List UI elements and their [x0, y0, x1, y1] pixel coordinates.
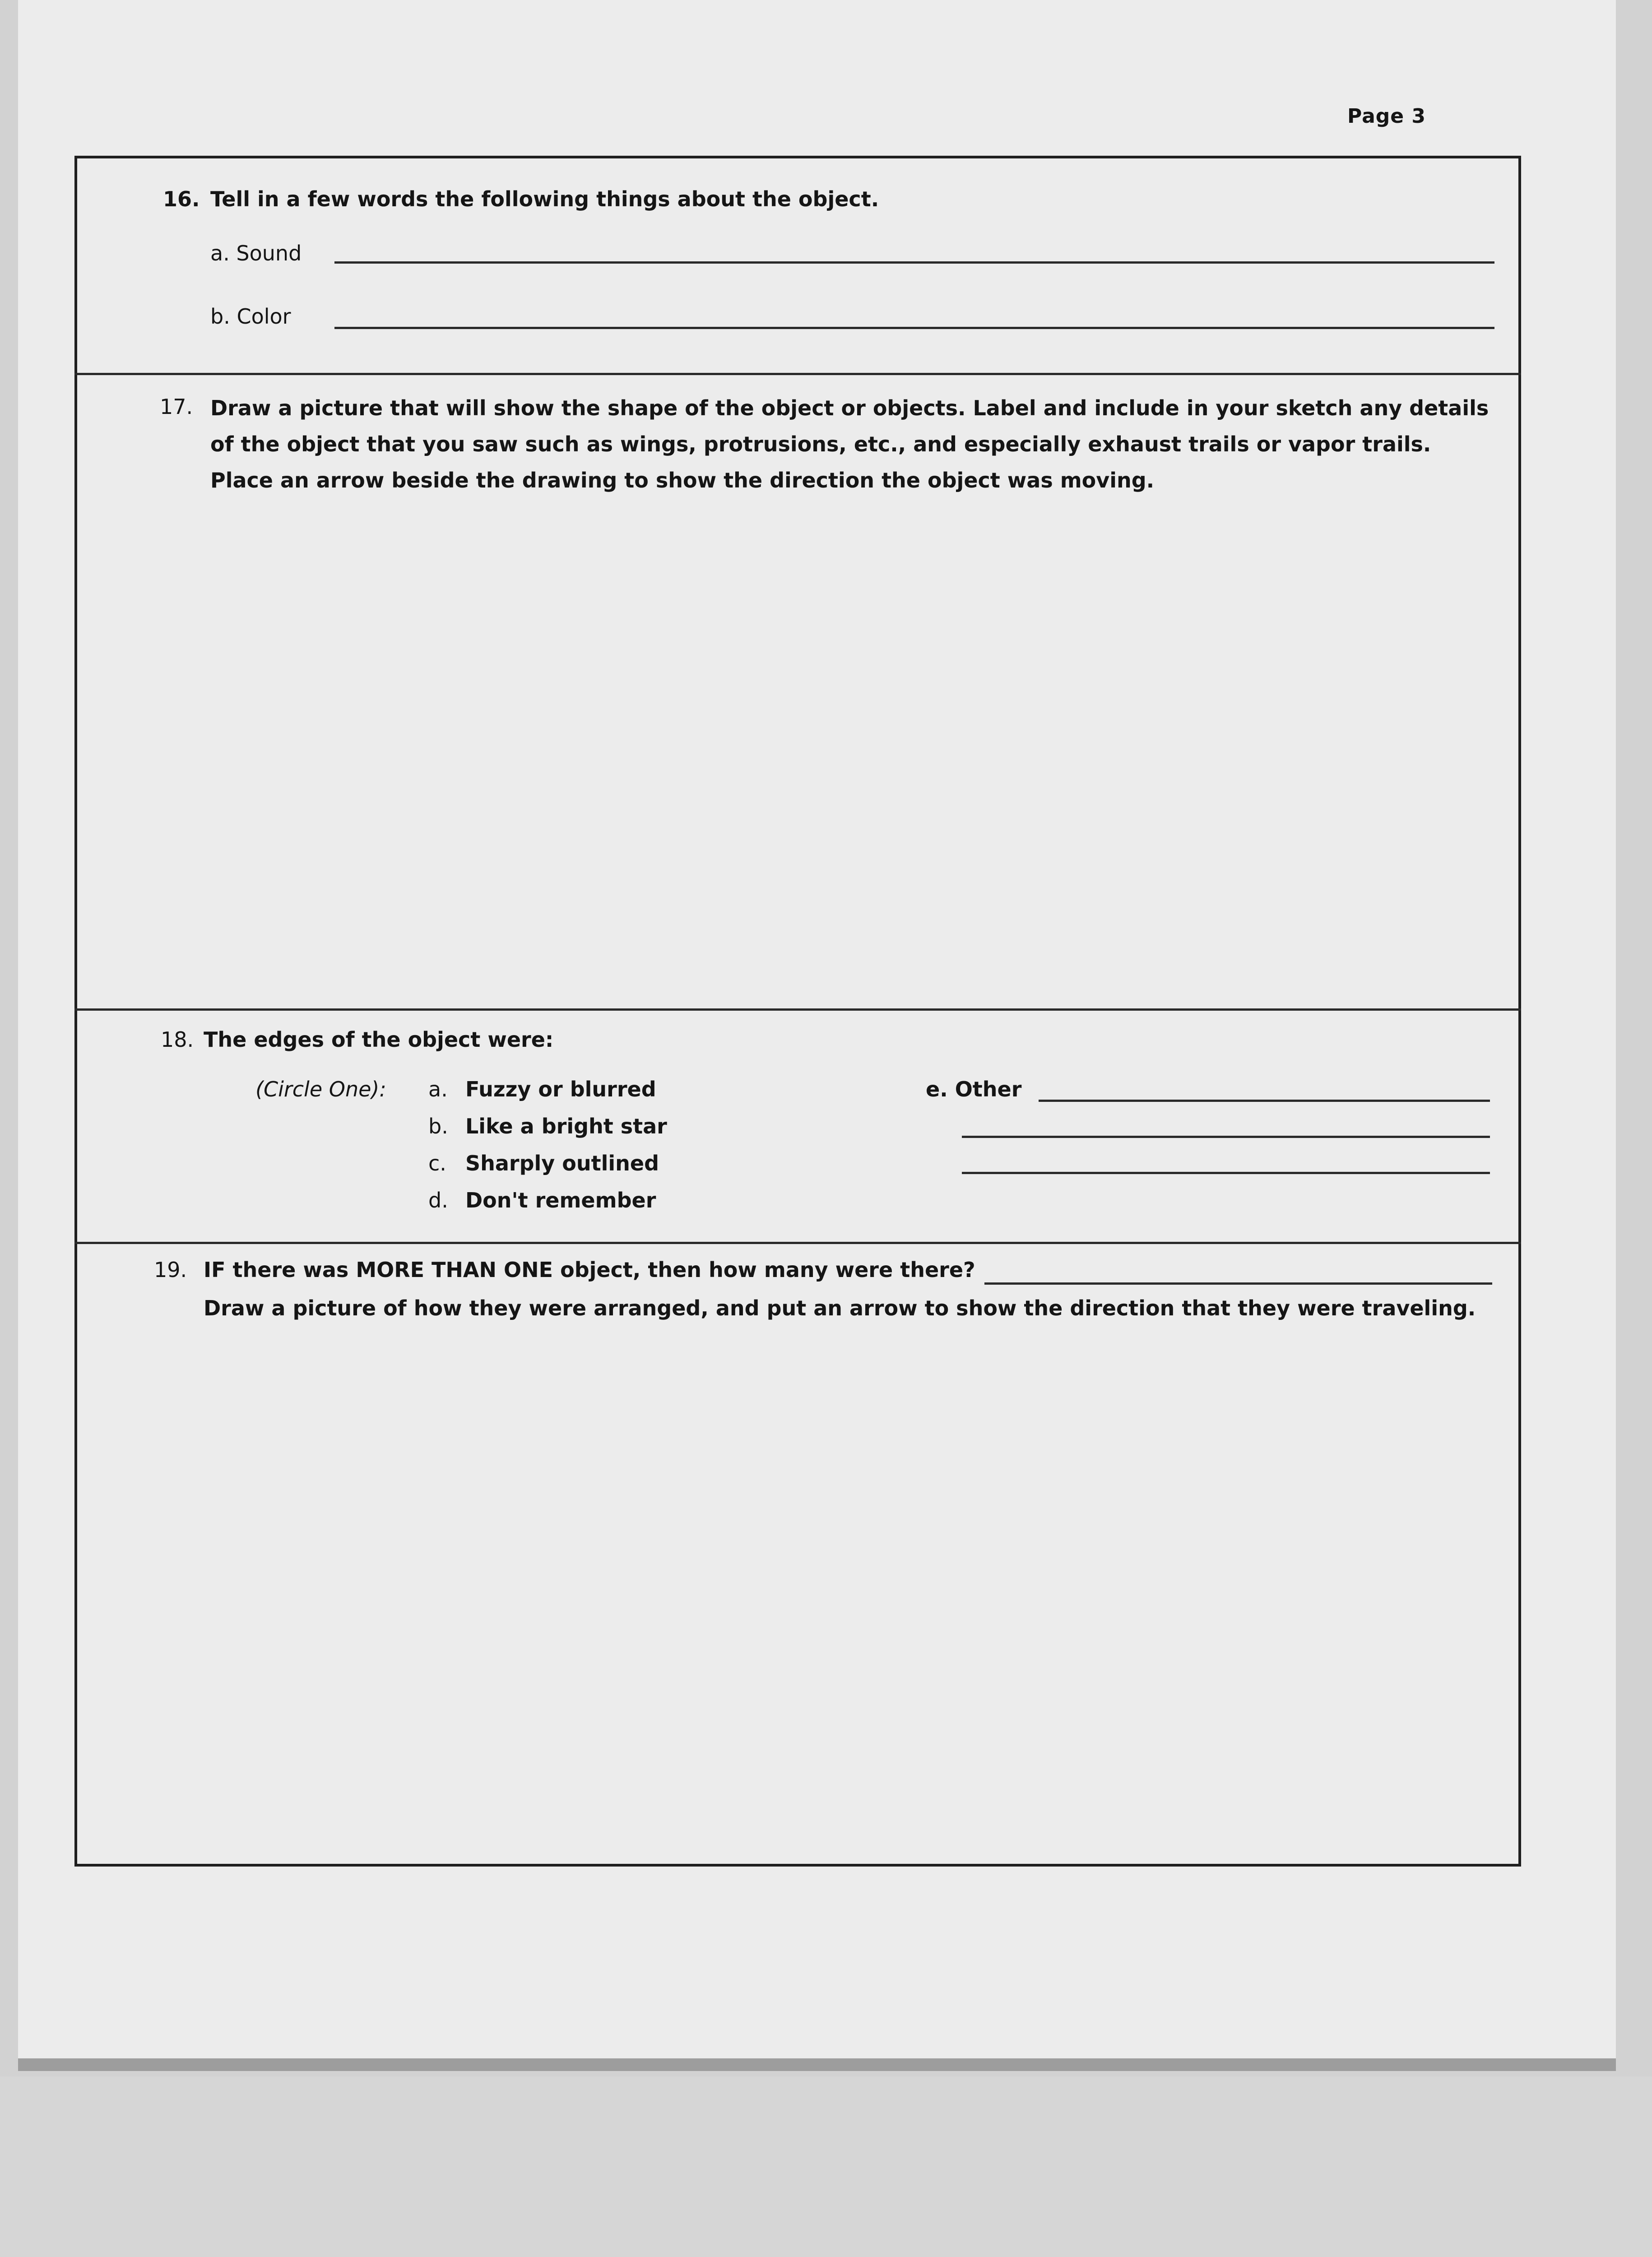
q18-option-d-letter[interactable]: d.: [428, 1188, 448, 1212]
q16-prompt: Tell in a few words the following things about the object.: [210, 187, 879, 211]
q18-option-c-letter[interactable]: c.: [428, 1151, 446, 1175]
q16-sound-label: a. Sound: [210, 241, 302, 265]
q19-prompt: IF there was MORE THAN ONE object, then how many were there?: [204, 1258, 975, 1282]
q16-color-label: b. Color: [210, 304, 291, 329]
q17-drawing-area[interactable]: [86, 515, 1508, 1007]
other-answer-line-3[interactable]: [962, 1172, 1490, 1174]
sound-answer-line[interactable]: [334, 261, 1494, 264]
other-answer-line-1[interactable]: [1039, 1100, 1490, 1102]
q17-number: 17.: [160, 395, 193, 419]
q18-other-label: e. Other: [926, 1077, 1022, 1101]
scanner-background: [0, 2076, 1652, 2257]
q19-number: 19.: [154, 1258, 187, 1282]
q18-option-a-text[interactable]: Fuzzy or blurred: [465, 1077, 656, 1101]
page-number: Page 3: [1347, 105, 1426, 128]
q18-q19-divider: [74, 1242, 1521, 1244]
q18-option-c-text[interactable]: Sharply outlined: [465, 1151, 659, 1175]
q17-line-1: Draw a picture that will show the shape of the object or objects. Label and include in your sketch any details: [210, 396, 1489, 420]
other-answer-line-2[interactable]: [962, 1136, 1490, 1138]
q17-line-2: of the object that you saw such as wings, protrusions, etc., and especially exhaust trails or vapor trails.: [210, 432, 1431, 456]
q17-instructions: [210, 390, 1506, 498]
q18-prompt: The edges of the object were:: [204, 1027, 554, 1052]
q17-line-3: Place an arrow beside the drawing to show the direction the object was moving.: [210, 468, 1155, 492]
q16-q17-divider: [74, 373, 1521, 375]
q16-number: 16.: [163, 187, 200, 211]
q17-q18-divider: [74, 1008, 1521, 1011]
q18-option-b-letter[interactable]: b.: [428, 1114, 448, 1138]
q18-number: 18.: [161, 1027, 194, 1052]
q19-instruction: Draw a picture of how they were arranged, and put an arrow to show the direction that they were traveling.: [204, 1296, 1476, 1320]
q18-option-a-letter[interactable]: a.: [428, 1077, 448, 1101]
form-frame: [74, 156, 1521, 1867]
q19-drawing-area[interactable]: [86, 1337, 1508, 1851]
circle-one-label: (Circle One):: [255, 1077, 386, 1101]
color-answer-line[interactable]: [334, 327, 1494, 329]
object-count-line[interactable]: [984, 1282, 1492, 1285]
q18-option-d-text[interactable]: Don't remember: [465, 1188, 656, 1212]
q18-option-b-text[interactable]: Like a bright star: [465, 1114, 667, 1138]
